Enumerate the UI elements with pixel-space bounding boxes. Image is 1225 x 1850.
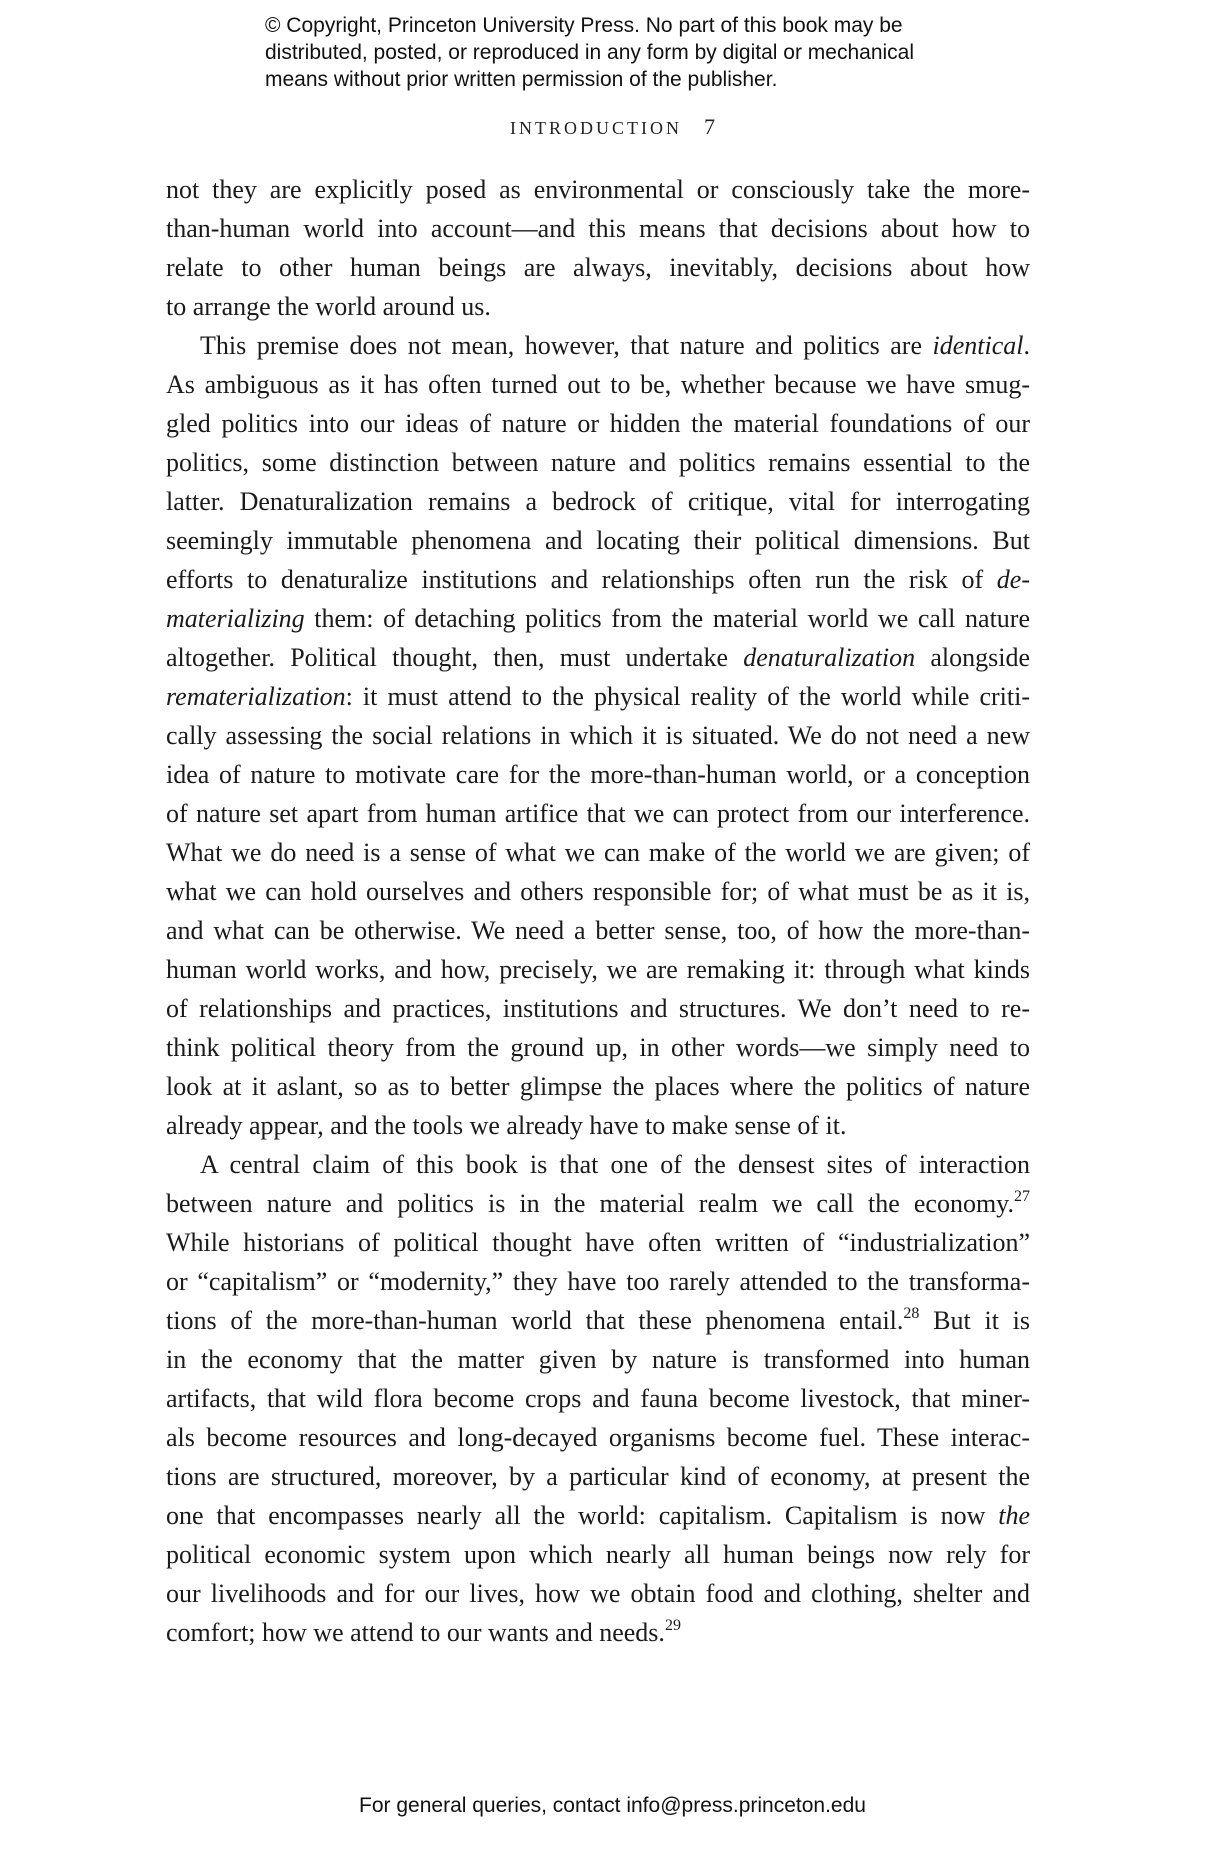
line-text: and what can be otherwise. We need a better sense, too, of how the more-than- xyxy=(166,916,1030,945)
text-line xyxy=(166,1613,1030,1652)
footnote-ref: 28 xyxy=(903,1305,920,1322)
line-text: altogether. Political thought, then, must undertake xyxy=(166,643,744,672)
running-head-title: INTRODUCTION xyxy=(510,118,682,138)
text-line xyxy=(166,1301,1030,1340)
text-line xyxy=(166,521,1030,560)
copyright-line: distributed, posted, or reproduced in any form by digital or mechanical xyxy=(265,41,915,64)
line-text: already appear, and the tools we already have to make sense of it. xyxy=(166,1111,847,1140)
line-text: them: of detaching politics from the material world we call nature xyxy=(304,604,1030,633)
text-line xyxy=(166,560,1030,599)
italic-text: rematerialization xyxy=(166,682,346,711)
line-text: While historians of political thought have often written of “industrialization” xyxy=(166,1228,1030,1257)
line-text: our livelihoods and for our lives, how we obtain food and clothing, shelter and xyxy=(166,1579,1030,1608)
line-text: seemingly immutable phenomena and locating their political dimensions. But xyxy=(166,526,1030,555)
text-line xyxy=(166,1184,1030,1223)
line-text: : it must attend to the physical reality of the world while criti- xyxy=(345,682,1030,711)
text-line xyxy=(166,1145,1030,1184)
line-text: alongside xyxy=(915,643,1030,672)
italic-text: materializing xyxy=(166,604,305,633)
italic-text: denaturalization xyxy=(743,643,916,672)
body-text xyxy=(166,170,1030,1652)
text-line xyxy=(166,833,1030,872)
copyright-line: means without prior written permission of the publisher. xyxy=(265,68,778,91)
line-text: what we can hold ourselves and others responsible for; of what must be as it is, xyxy=(166,877,1030,906)
text-line xyxy=(166,443,1030,482)
line-text: look at it aslant, so as to better glimpse the places where the politics of nature xyxy=(166,1072,1030,1101)
page-number: 7 xyxy=(703,114,715,139)
text-line xyxy=(166,716,1030,755)
copyright-notice xyxy=(265,12,985,93)
line-text: in the economy that the matter given by nature is transformed into human xyxy=(166,1345,1030,1374)
text-line xyxy=(166,1223,1030,1262)
text-line xyxy=(166,482,1030,521)
text-line xyxy=(166,248,1030,287)
line-text: cally assessing the social relations in which it is situated. We do not need a new xyxy=(166,721,1030,750)
text-line xyxy=(166,677,1030,716)
text-line xyxy=(166,755,1030,794)
text-line xyxy=(166,1067,1030,1106)
text-line xyxy=(166,1340,1030,1379)
line-text: think political theory from the ground up, in other words—we simply need to xyxy=(166,1033,1030,1062)
line-text: . xyxy=(1023,331,1030,360)
line-text: artifacts, that wild flora become crops and fauna become livestock, that miner- xyxy=(166,1384,1030,1413)
line-text: between nature and politics is in the material realm we call the economy. xyxy=(166,1189,1014,1218)
text-line xyxy=(166,911,1030,950)
italic-text: de- xyxy=(996,565,1030,594)
line-text: But it is xyxy=(919,1306,1031,1335)
footer-contact: For general queries, contact info@press.princeton.edu xyxy=(359,1794,866,1817)
line-text: As ambiguous as it has often turned out to be, whether because we have smug- xyxy=(166,370,1030,399)
text-line xyxy=(166,950,1030,989)
line-text: or “capitalism” or “modernity,” they have too rarely attended to the transforma- xyxy=(166,1267,1030,1296)
line-text: gled politics into our ideas of nature or hidden the material foundations of our xyxy=(166,409,1030,438)
line-text: tions of the more-than-human world that these phenomena entail. xyxy=(166,1306,904,1335)
text-line xyxy=(166,599,1030,638)
footnote-ref: 27 xyxy=(1014,1188,1030,1205)
line-text: to arrange the world around us. xyxy=(166,292,491,321)
running-head xyxy=(0,114,1225,140)
text-line xyxy=(166,1574,1030,1613)
text-line xyxy=(166,1262,1030,1301)
line-text: politics, some distinction between nature and politics remains essential to the xyxy=(166,448,1030,477)
text-line xyxy=(166,1496,1030,1535)
line-text: latter. Denaturalization remains a bedrock of critique, vital for interrogating xyxy=(166,487,1030,516)
line-text: of nature set apart from human artifice that we can protect from our interference. xyxy=(166,799,1030,828)
text-line xyxy=(166,1379,1030,1418)
line-text: comfort; how we attend to our wants and needs. xyxy=(166,1618,665,1647)
line-text: This premise does not mean, however, that nature and politics are xyxy=(200,331,933,360)
copyright-line: © Copyright, Princeton University Press. No part of this book may be xyxy=(265,14,903,37)
text-line xyxy=(166,794,1030,833)
text-line xyxy=(166,638,1030,677)
line-text: human world works, and how, precisely, we are remaking it: through what kinds xyxy=(166,955,1030,984)
line-text: one that encompasses nearly all the world: capitalism. Capitalism is now xyxy=(166,1501,999,1530)
footnote-ref: 29 xyxy=(664,1617,681,1634)
text-line xyxy=(166,287,1030,326)
text-line xyxy=(166,326,1030,365)
italic-text: identical xyxy=(932,331,1024,360)
text-line xyxy=(166,209,1030,248)
line-text: What we do need is a sense of what we can make of the world we are given; of xyxy=(166,838,1030,867)
line-text: tions are structured, moreover, by a particular kind of economy, at present the xyxy=(166,1462,1030,1491)
line-text: efforts to denaturalize institutions and relationships often run the risk of xyxy=(166,565,997,594)
text-line xyxy=(166,872,1030,911)
text-line xyxy=(166,1535,1030,1574)
line-text: idea of nature to motivate care for the more-than-human world, or a conception xyxy=(166,760,1030,789)
text-line xyxy=(166,365,1030,404)
text-line xyxy=(166,1457,1030,1496)
text-line xyxy=(166,1418,1030,1457)
text-line xyxy=(166,170,1030,209)
italic-text: the xyxy=(998,1501,1030,1530)
text-line xyxy=(166,1106,1030,1145)
line-text: political economic system upon which nearly all human beings now rely for xyxy=(166,1540,1030,1569)
text-line xyxy=(166,404,1030,443)
text-line xyxy=(166,1028,1030,1067)
line-text: als become resources and long-decayed organisms become fuel. These interac- xyxy=(166,1423,1030,1452)
line-text: of relationships and practices, institutions and structures. We don’t need to re- xyxy=(166,994,1030,1023)
line-text: not they are explicitly posed as environmental or consciously take the more- xyxy=(166,175,1030,204)
line-text: A central claim of this book is that one of the densest sites of interaction xyxy=(200,1150,1030,1179)
line-text: than-human world into account—and this means that decisions about how to xyxy=(166,214,1030,243)
line-text: relate to other human beings are always, inevitably, decisions about how xyxy=(166,253,1030,282)
text-line xyxy=(166,989,1030,1028)
